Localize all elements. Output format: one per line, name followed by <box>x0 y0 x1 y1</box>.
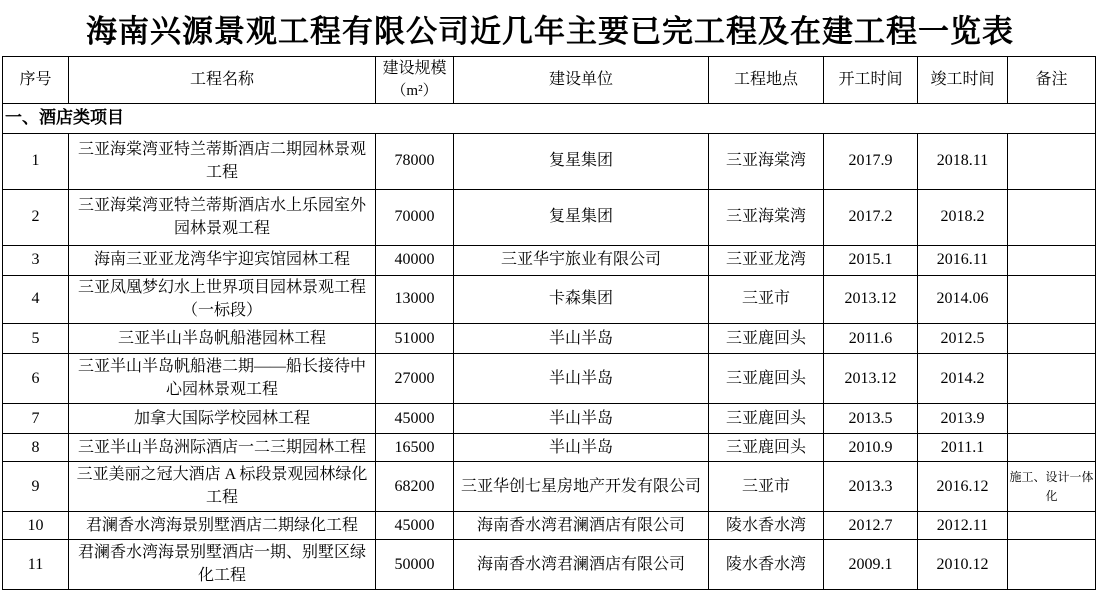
cell-project-name: 加拿大国际学校园林工程 <box>69 404 376 434</box>
table-row <box>3 540 1096 590</box>
cell-builder: 复星集团 <box>454 134 709 190</box>
col-header-scale-unit: （m²） <box>391 82 438 99</box>
cell-project-name: 三亚海棠湾亚特兰蒂斯酒店二期园林景观工程 <box>69 134 376 190</box>
cell-completion-date: 2014.06 <box>918 276 1008 324</box>
table-row <box>3 512 1096 540</box>
cell-index: 3 <box>3 246 69 276</box>
cell-index: 4 <box>3 276 69 324</box>
table-row <box>3 134 1096 190</box>
cell-builder: 三亚华宇旅业有限公司 <box>454 246 709 276</box>
cell-scale: 27000 <box>376 354 454 404</box>
cell-start-date: 2010.9 <box>824 434 918 462</box>
cell-builder: 三亚华创七星房地产开发有限公司 <box>454 462 709 512</box>
cell-location: 陵水香水湾 <box>709 540 824 590</box>
cell-scale: 78000 <box>376 134 454 190</box>
cell-project-name: 三亚海棠湾亚特兰蒂斯酒店水上乐园室外园林景观工程 <box>69 190 376 246</box>
cell-remark <box>1008 276 1096 324</box>
cell-location: 三亚亚龙湾 <box>709 246 824 276</box>
col-header-scale <box>376 57 454 104</box>
table-row <box>3 324 1096 354</box>
col-header-remark: 备注 <box>1008 57 1096 104</box>
cell-builder: 卡森集团 <box>454 276 709 324</box>
cell-start-date: 2013.12 <box>824 276 918 324</box>
cell-builder: 海南香水湾君澜酒店有限公司 <box>454 540 709 590</box>
cell-completion-date: 2014.2 <box>918 354 1008 404</box>
cell-location: 三亚市 <box>709 462 824 512</box>
section-label: 一、酒店类项目 <box>3 104 1096 134</box>
col-header-project-name: 工程名称 <box>69 57 376 104</box>
projects-table <box>2 56 1096 590</box>
cell-completion-date: 2010.12 <box>918 540 1008 590</box>
cell-remark <box>1008 512 1096 540</box>
cell-start-date: 2015.1 <box>824 246 918 276</box>
table-row <box>3 354 1096 404</box>
cell-start-date: 2013.12 <box>824 354 918 404</box>
col-header-index: 序号 <box>3 57 69 104</box>
cell-start-date: 2017.9 <box>824 134 918 190</box>
cell-remark <box>1008 354 1096 404</box>
cell-completion-date: 2018.11 <box>918 134 1008 190</box>
cell-remark <box>1008 324 1096 354</box>
cell-project-name: 三亚半山半岛帆船港园林工程 <box>69 324 376 354</box>
cell-completion-date: 2011.1 <box>918 434 1008 462</box>
cell-location: 三亚海棠湾 <box>709 134 824 190</box>
cell-start-date: 2009.1 <box>824 540 918 590</box>
cell-scale: 13000 <box>376 276 454 324</box>
cell-builder: 半山半岛 <box>454 354 709 404</box>
cell-index: 8 <box>3 434 69 462</box>
cell-location: 三亚海棠湾 <box>709 190 824 246</box>
cell-project-name: 三亚半山半岛洲际酒店一二三期园林工程 <box>69 434 376 462</box>
section-row <box>3 104 1096 134</box>
header-row <box>3 57 1096 104</box>
table-row <box>3 190 1096 246</box>
cell-completion-date: 2018.2 <box>918 190 1008 246</box>
cell-index: 6 <box>3 354 69 404</box>
cell-completion-date: 2013.9 <box>918 404 1008 434</box>
cell-scale: 68200 <box>376 462 454 512</box>
cell-scale: 40000 <box>376 246 454 276</box>
cell-location: 三亚鹿回头 <box>709 434 824 462</box>
cell-project-name: 海南三亚亚龙湾华宇迎宾馆园林工程 <box>69 246 376 276</box>
cell-remark <box>1008 404 1096 434</box>
cell-builder: 复星集团 <box>454 190 709 246</box>
col-header-start-date: 开工时间 <box>824 57 918 104</box>
cell-completion-date: 2012.5 <box>918 324 1008 354</box>
table-row <box>3 434 1096 462</box>
cell-builder: 半山半岛 <box>454 404 709 434</box>
cell-completion-date: 2016.12 <box>918 462 1008 512</box>
cell-project-name: 三亚美丽之冠大酒店 A 标段景观园林绿化工程 <box>69 462 376 512</box>
col-header-scale-label: 建设规模 <box>382 60 447 77</box>
col-header-completion-date: 竣工时间 <box>918 57 1008 104</box>
cell-builder: 半山半岛 <box>454 324 709 354</box>
cell-start-date: 2017.2 <box>824 190 918 246</box>
col-header-location: 工程地点 <box>709 57 824 104</box>
table-row <box>3 404 1096 434</box>
cell-scale: 51000 <box>376 324 454 354</box>
cell-remark: 施工、设计一体化 <box>1008 462 1096 512</box>
cell-location: 三亚鹿回头 <box>709 324 824 354</box>
cell-index: 5 <box>3 324 69 354</box>
cell-remark <box>1008 434 1096 462</box>
cell-project-name: 三亚半山半岛帆船港二期——船长接待中心园林景观工程 <box>69 354 376 404</box>
page-title: 海南兴源景观工程有限公司近几年主要已完工程及在建工程一览表 <box>86 13 1014 49</box>
cell-scale: 45000 <box>376 512 454 540</box>
cell-start-date: 2012.7 <box>824 512 918 540</box>
cell-index: 2 <box>3 190 69 246</box>
cell-scale: 16500 <box>376 434 454 462</box>
cell-location: 三亚鹿回头 <box>709 354 824 404</box>
cell-start-date: 2011.6 <box>824 324 918 354</box>
cell-builder: 半山半岛 <box>454 434 709 462</box>
cell-project-name: 君澜香水湾海景别墅酒店一期、别墅区绿化工程 <box>69 540 376 590</box>
cell-index: 7 <box>3 404 69 434</box>
table-row <box>3 246 1096 276</box>
col-header-builder: 建设单位 <box>454 57 709 104</box>
table-row <box>3 276 1096 324</box>
cell-scale: 45000 <box>376 404 454 434</box>
cell-completion-date: 2016.11 <box>918 246 1008 276</box>
cell-project-name: 三亚凤凰梦幻水上世界项目园林景观工程（一标段） <box>69 276 376 324</box>
cell-index: 10 <box>3 512 69 540</box>
cell-location: 三亚鹿回头 <box>709 404 824 434</box>
cell-remark <box>1008 134 1096 190</box>
cell-index: 1 <box>3 134 69 190</box>
cell-start-date: 2013.3 <box>824 462 918 512</box>
cell-project-name: 君澜香水湾海景别墅酒店二期绿化工程 <box>69 512 376 540</box>
cell-location: 陵水香水湾 <box>709 512 824 540</box>
cell-remark <box>1008 246 1096 276</box>
cell-builder: 海南香水湾君澜酒店有限公司 <box>454 512 709 540</box>
cell-index: 11 <box>3 540 69 590</box>
table-body <box>3 104 1096 590</box>
cell-scale: 70000 <box>376 190 454 246</box>
cell-remark <box>1008 190 1096 246</box>
cell-completion-date: 2012.11 <box>918 512 1008 540</box>
table-row <box>3 462 1096 512</box>
cell-start-date: 2013.5 <box>824 404 918 434</box>
cell-location: 三亚市 <box>709 276 824 324</box>
cell-remark <box>1008 540 1096 590</box>
cell-index: 9 <box>3 462 69 512</box>
cell-scale: 50000 <box>376 540 454 590</box>
